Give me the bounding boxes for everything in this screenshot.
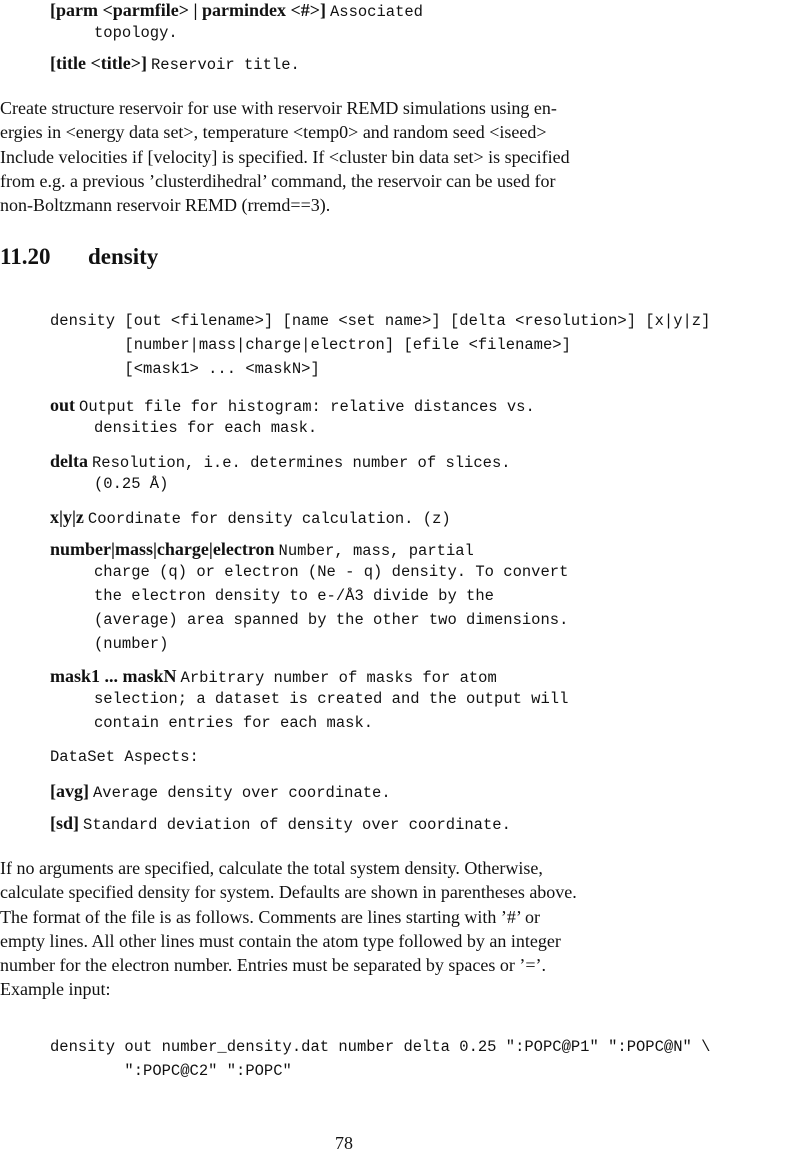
- option-term: mask1 ... maskN: [50, 666, 177, 686]
- option-masks: [50, 666, 770, 732]
- paragraph-line: The format of the file is as follows. Comments are lines starting with ’#’ or: [0, 906, 541, 927]
- aspect-avg: [50, 781, 770, 802]
- section-title: density: [88, 244, 159, 269]
- option-desc-cont: (average) area spanned by the other two dimensions.: [94, 611, 569, 629]
- aspect-term: [avg]: [50, 781, 89, 801]
- option-parm: [50, 0, 770, 42]
- example-line: density out number_density.dat number delta 0.25 ":POPC@P1" ":POPC@N" \: [50, 1038, 711, 1056]
- option-term: number|mass|charge|electron: [50, 539, 275, 559]
- option-term: [parm <parmfile> | parmindex <#>]: [50, 0, 326, 20]
- intro-paragraph: [0, 96, 690, 217]
- option-desc-cont: charge (q) or electron (Ne - q) density. To convert: [94, 563, 569, 581]
- aspect-sd: [50, 813, 770, 834]
- section-heading: [0, 244, 158, 270]
- option-desc-cont: (number): [94, 635, 169, 653]
- option-desc-cont: (0.25 Å): [94, 475, 169, 493]
- option-desc-cont: selection; a dataset is created and the output will: [94, 690, 569, 708]
- aspect-desc: Average density over coordinate.: [93, 784, 391, 802]
- option-desc: Associated: [329, 3, 423, 21]
- option-desc: Resolution, i.e. determines number of slices.: [92, 454, 511, 472]
- aspect-term: [sd]: [50, 813, 80, 833]
- option-desc-cont: topology.: [94, 24, 178, 42]
- aspects-label: DataSet Aspects:: [50, 748, 199, 766]
- option-title: [50, 53, 770, 74]
- example-line: ":POPC@C2" ":POPC": [50, 1061, 292, 1080]
- paragraph-line: Include velocities if [velocity] is specified. If <cluster bin data set> is specified: [0, 146, 570, 167]
- paragraph-line: If no arguments are specified, calculate the total system density. Otherwise,: [0, 858, 543, 878]
- option-desc: Reservoir title.: [150, 56, 300, 74]
- option-desc: Coordinate for density calculation. (z): [87, 510, 451, 528]
- option-density-type: [50, 539, 770, 653]
- option-out: [50, 395, 770, 437]
- usage-line: [number|mass|charge|electron] [efile <filename>]: [50, 335, 571, 354]
- paragraph-line: number for the electron number. Entries must be separated by spaces or ’=’.: [0, 955, 546, 976]
- option-term: [title <title>]: [50, 53, 147, 73]
- usage-block: [50, 310, 710, 381]
- paragraph-line: non-Boltzmann reservoir REMD (rremd==3).: [0, 195, 331, 216]
- option-desc: Output file for histogram: relative distances vs.: [79, 398, 535, 416]
- paragraph-line: Example input:: [0, 979, 111, 1000]
- option-term: delta: [50, 451, 88, 471]
- option-term: out: [50, 395, 76, 415]
- option-coordinate: [50, 507, 770, 528]
- paragraph-line: Create structure reservoir for use with reservoir REMD simulations using en-: [0, 98, 557, 118]
- option-desc-cont: contain entries for each mask.: [94, 714, 374, 732]
- usage-line: density [out <filename>] [name <set name>] [delta <resolution>] [x|y|z]: [50, 312, 711, 330]
- option-delta: [50, 451, 770, 493]
- aspect-desc: Standard deviation of density over coordinate.: [83, 816, 511, 834]
- option-term: x|y|z: [50, 507, 84, 527]
- option-desc: Arbitrary number of masks for atom: [180, 669, 497, 687]
- option-desc: Number, mass, partial: [278, 542, 474, 560]
- paragraph-line: calculate specified density for system. Defaults are shown in parentheses above.: [0, 882, 577, 903]
- paragraph-line: empty lines. All other lines must contain the atom type followed by an integer: [0, 930, 561, 951]
- body-paragraph: [0, 856, 690, 1002]
- option-desc-cont: the electron density to e-/Å3 divide by the: [94, 587, 494, 605]
- section-number: 11.20: [0, 244, 51, 269]
- page-number: 78: [335, 1133, 353, 1153]
- usage-line: [<mask1> ... <maskN>]: [50, 359, 320, 378]
- paragraph-line: ergies in <energy data set>, temperature <temp0> and random seed <iseed>: [0, 122, 547, 143]
- paragraph-line: from e.g. a previous ’clusterdihedral’ command, the reservoir can be used for: [0, 170, 556, 191]
- example-code-block: [50, 1036, 710, 1084]
- option-desc-cont: densities for each mask.: [94, 419, 318, 437]
